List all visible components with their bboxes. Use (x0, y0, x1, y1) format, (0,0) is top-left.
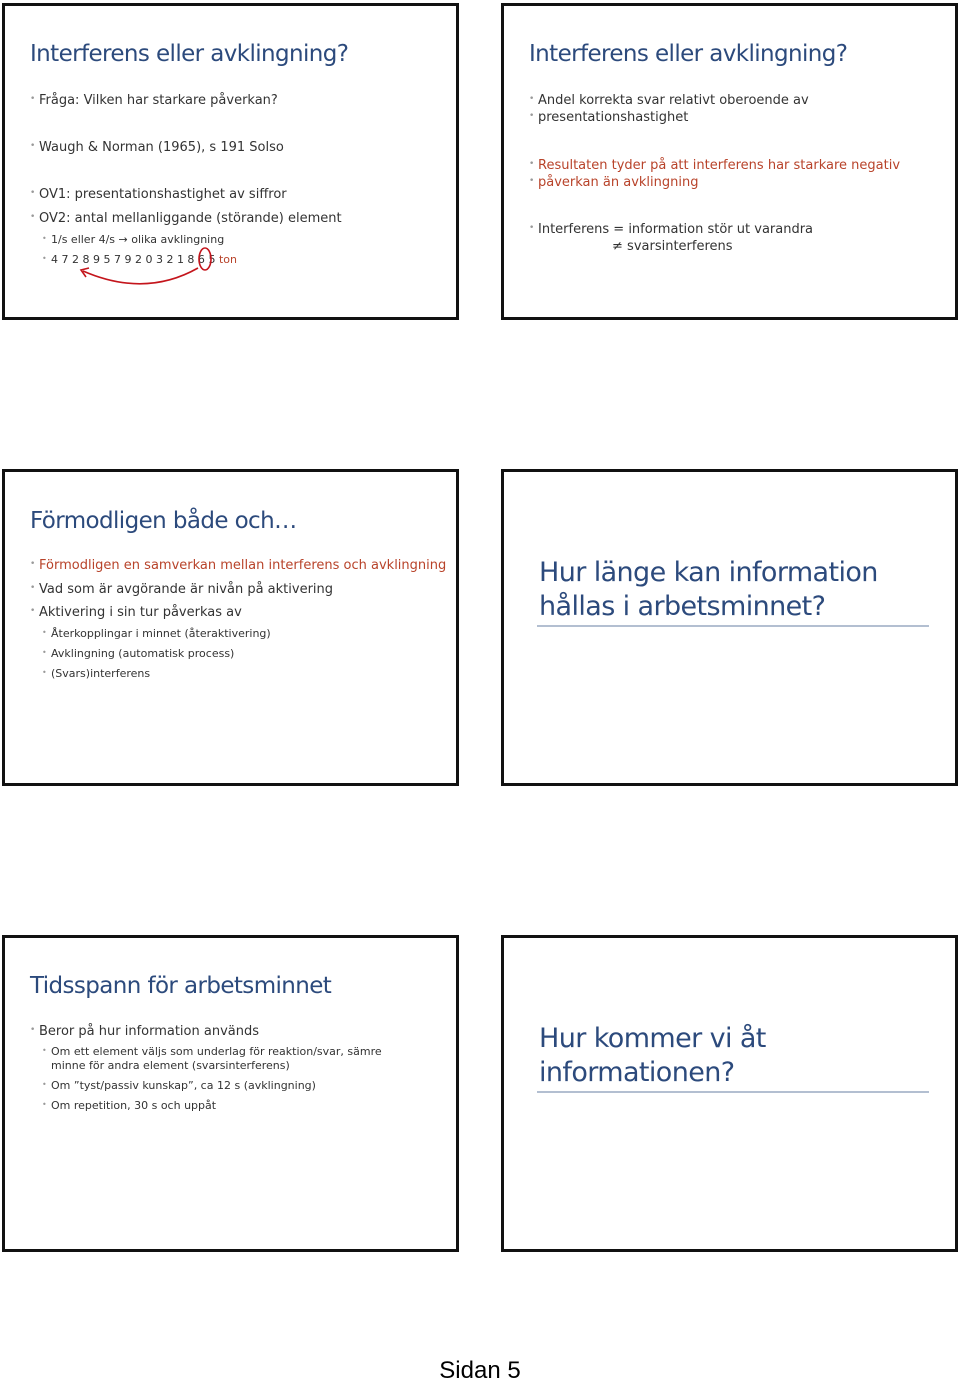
bullet: • Förmodligen en samverkan mellan interferens och avklingning (39, 557, 446, 574)
title-line: Hur kommer vi åt (539, 1023, 766, 1054)
slide-title: Interferens eller avklingning? (529, 41, 848, 67)
bullet: • Interferens = information stör ut varandra (538, 221, 813, 238)
rate-text: 1/s eller 4/s (51, 233, 116, 246)
sub-bullet: • Återkopplingar i minnet (återaktivering) (51, 627, 271, 641)
bullet: • OV2: antal mellanliggande (störande) element (39, 210, 342, 227)
decay-text: olika avklingning (131, 233, 225, 246)
slide-title: Interferens eller avklingning? (30, 41, 349, 67)
slide-interferens-2 (501, 3, 958, 320)
slide-interferens-1 (2, 3, 459, 320)
not-equal-line (612, 238, 733, 255)
slide-title: Förmodligen både och… (30, 508, 297, 534)
probe-digit: 5 (208, 253, 216, 266)
sub-bullet-sequence (51, 253, 237, 267)
slide-title (539, 556, 878, 624)
page-number: Sidan 5 (439, 1357, 521, 1384)
sub-bullet: • Om ”tyst/passiv kunskap”, ca 12 s (avklingning) (51, 1079, 316, 1093)
title-underline (537, 1091, 929, 1093)
slide-hur-lange (501, 469, 958, 786)
svarsinterferens-text: svarsinterferens (627, 239, 733, 254)
slide-title: Tidsspann för arbetsminnet (30, 973, 332, 999)
bullet-continuation: • presentationshastighet (538, 109, 688, 126)
title-line: Hur länge kan information (539, 557, 878, 588)
sub-bullet: • Om repetition, 30 s och uppåt (51, 1099, 216, 1113)
bullet: • Vad som är avgörande är nivån på aktivering (39, 581, 333, 598)
bullet-continuation: • påverkan än avklingning (538, 174, 698, 191)
bullet: • Aktivering i sin tur påverkas av (39, 604, 242, 621)
bullet: • Beror på hur information används (39, 1023, 259, 1040)
digit-sequence: 4 7 2 8 9 5 7 9 2 0 3 2 1 8 6 (51, 253, 205, 266)
sub-bullet: • Avklingning (automatisk process) (51, 647, 234, 661)
bullet: • Waugh & Norman (1965), s 191 Solso (39, 139, 284, 156)
slide-hur-kommer (501, 935, 958, 1252)
bullet: • OV1: presentationshastighet av siffror (39, 186, 287, 203)
bullet: • Andel korrekta svar relativt oberoende av (538, 92, 809, 109)
sub-bullet: • (Svars)interferens (51, 667, 150, 681)
title-underline (537, 625, 929, 627)
slide-title (539, 1022, 766, 1090)
bullet: • Fråga: Vilken har starkare påverkan? (39, 92, 278, 109)
not-equal-icon: ≠ (612, 239, 623, 254)
title-line: informationen? (539, 1057, 735, 1088)
slide-formodligen (2, 469, 459, 786)
slide-tidsspann (2, 935, 459, 1252)
sub-bullet (51, 233, 224, 247)
arrow-icon: → (118, 233, 128, 246)
sub-bullet: • Om ett element väljs som underlag för reaktion/svar, sämre minne för andra element (svarsinterferens) (51, 1045, 411, 1073)
tone-word: ton (218, 253, 237, 266)
bullet: • Resultaten tyder på att interferens har starkare negativ (538, 157, 900, 174)
title-line: hållas i arbetsminnet? (539, 591, 826, 622)
